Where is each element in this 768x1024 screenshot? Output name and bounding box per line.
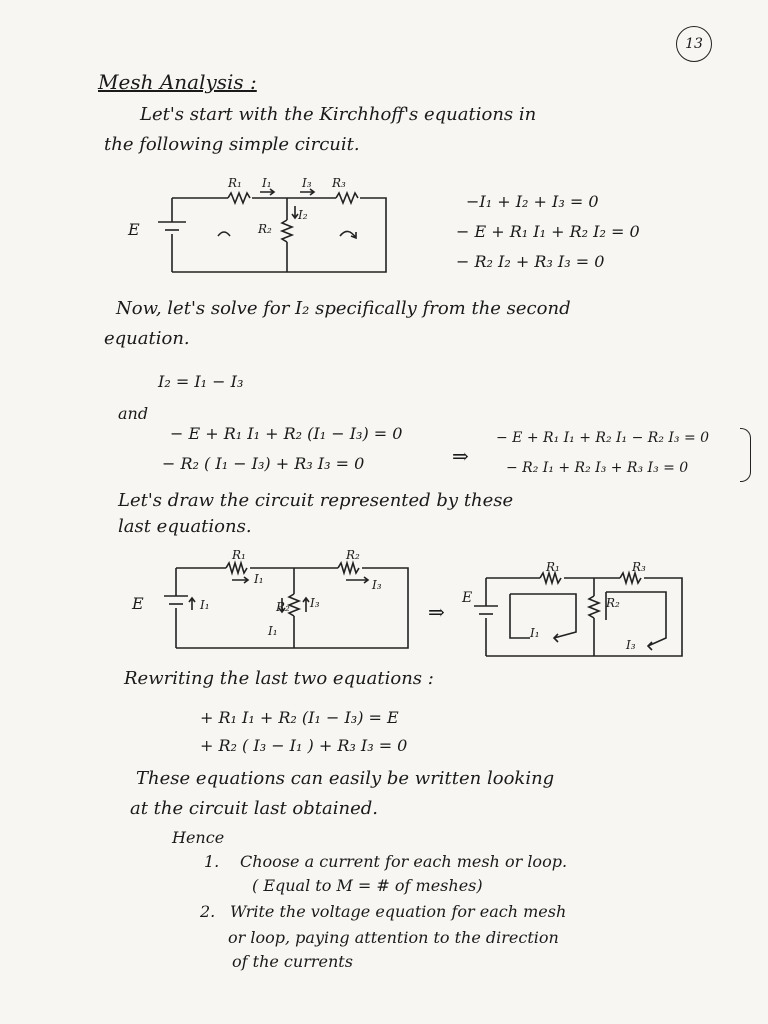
intro-line-2: the following simple circuit. — [104, 134, 360, 155]
page-title: Mesh Analysis : — [98, 70, 257, 94]
circuit3-loop1-label: I₁ — [530, 626, 540, 640]
circuit2-r1-label: R₁ — [232, 548, 246, 562]
draw-line-1: Let's draw the circuit represented by these — [118, 490, 514, 511]
step-2-line-1: Write the voltage equation for each mesh — [230, 902, 567, 921]
implies-arrow-2: ⇒ — [428, 600, 445, 624]
intro-line-1: Let's start with the Kirchhoff's equations in — [140, 104, 537, 125]
circuit1-i2-label: I₂ — [298, 208, 308, 222]
circuit3-r3-label: R₃ — [632, 560, 646, 574]
circuit3-source-label: E — [462, 590, 473, 606]
equation-brace — [740, 428, 751, 482]
circuit2-i1-left-label: I₁ — [200, 598, 210, 612]
sub-eq-left-2: − R₂ ( I₁ − I₃) + R₃ I₃ = 0 — [162, 454, 365, 473]
now-line-1: Now, let's solve for I₂ specifically from the second — [116, 298, 571, 319]
circuit2-i1-arrow-label: I₁ — [254, 572, 264, 586]
circuit1-i1-label: I₁ — [262, 176, 272, 190]
page-number: 13 — [676, 26, 712, 62]
kirchhoff-eq-2: − E + R₁ I₁ + R₂ I₂ = 0 — [456, 222, 640, 241]
kirchhoff-eq-1: −I₁ + I₂ + I₃ = 0 — [466, 192, 599, 211]
implies-arrow-1: ⇒ — [452, 444, 469, 468]
circuit2-i3-arrow-label: I₃ — [372, 578, 382, 592]
now-line-2: equation. — [104, 328, 190, 349]
step-2-line-2: or loop, paying attention to the direction — [228, 928, 559, 947]
circuit3-loop3-label: I₃ — [626, 638, 636, 652]
hence-label: Hence — [172, 828, 225, 847]
circuit2-r2-mid-label: R₂ — [276, 600, 290, 614]
these-line-2: at the circuit last obtained. — [130, 798, 378, 819]
circuit1-r3-label: R₃ — [332, 176, 346, 190]
sub-eq-right-2: − R₂ I₁ + R₂ I₃ + R₃ I₃ = 0 — [506, 460, 689, 476]
rewrite-text: Rewriting the last two equations : — [124, 668, 434, 689]
rewrite-eq-2: + R₂ ( I₃ − I₁ ) + R₃ I₃ = 0 — [200, 736, 408, 755]
step-1-line-2: ( Equal to M = # of meshes) — [252, 876, 483, 895]
sub-eq-left-1: − E + R₁ I₁ + R₂ (I₁ − I₃) = 0 — [170, 424, 403, 443]
circuit1-r1-label: R₁ — [228, 176, 242, 190]
circuit2-source-label: E — [132, 594, 144, 613]
these-line-1: These equations can easily be written looking — [136, 768, 555, 789]
circuit2-i1-below-label: I₁ — [268, 624, 278, 638]
sub-eq-right-1: − E + R₁ I₁ + R₂ I₁ − R₂ I₃ = 0 — [496, 430, 710, 446]
step-1-number: 1. — [204, 852, 220, 871]
circuit3-r2-label: R₂ — [606, 596, 620, 610]
kirchhoff-eq-3: − R₂ I₂ + R₃ I₃ = 0 — [456, 252, 605, 271]
step-1-line-1: Choose a current for each mesh or loop. — [240, 852, 568, 871]
circuit1-source-label: E — [128, 220, 140, 239]
i2-equation: I₂ = I₁ − I₃ — [158, 372, 244, 391]
circuit-diagram-3 — [470, 560, 710, 670]
rewrite-eq-1: + R₁ I₁ + R₂ (I₁ − I₃) = E — [200, 708, 399, 727]
and-label: and — [118, 404, 149, 423]
circuit2-i3-mid-label: I₃ — [310, 596, 320, 610]
step-2-number: 2. — [200, 902, 216, 921]
circuit3-r1-label: R₁ — [546, 560, 560, 574]
circuit1-i3-label: I₃ — [302, 176, 312, 190]
circuit2-r2-label: R₂ — [346, 548, 360, 562]
circuit1-r2-label: R₂ — [258, 222, 272, 236]
step-2-line-3: of the currents — [232, 952, 353, 971]
draw-line-2: last equations. — [118, 516, 252, 537]
